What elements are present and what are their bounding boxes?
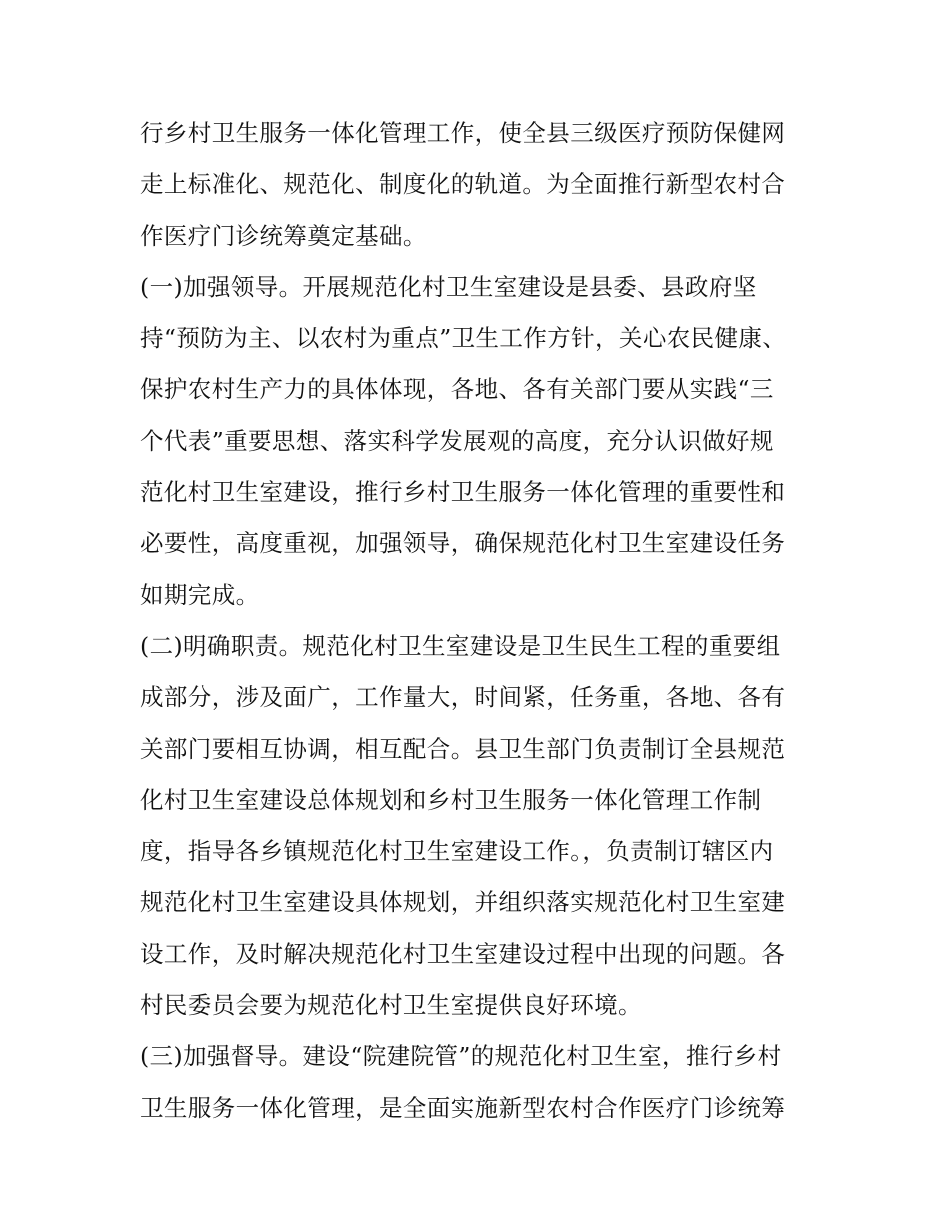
text-line-18: 村民委员会要为规范化村卫生室提供良好环境。 [140,991,642,1020]
text-line-17: 设工作，及时解决规范化村卫生室建设过程中出现的问题。各 [140,939,786,968]
text-line-11: (二)明确职责。规范化村卫生室建设是卫生民生工程的重要组 [140,631,781,660]
text-line-13: 关部门要相互协调，相互配合。县卫生部门负责制订全县规范 [140,734,786,763]
text-line-19: (三)加强督导。建设“院建院管”的规范化村卫生室，推行乡村 [140,1042,782,1071]
text-line-5: 持“预防为主、以农村为重点”卫生工作方针，关心农民健康、 [140,324,787,353]
text-line-4: (一)加强领导。开展规范化村卫生室建设是县委、县政府坚 [140,272,757,301]
text-line-14: 化村卫生室建设总体规划和乡村卫生服务一体化管理工作制 [140,785,762,814]
text-line-3: 作医疗门诊统筹奠定基础。 [140,221,427,250]
text-line-15: 度，指导各乡镇规范化村卫生室建设工作。，负责制订辖区内 [140,837,774,866]
text-line-9: 必要性，高度重视，加强领导，确保规范化村卫生室建设任务 [140,529,786,558]
text-line-7: 个代表”重要思想、落实科学发展观的高度，充分认识做好规 [140,426,774,455]
text-line-16: 规范化村卫生室建设具体规划，并组织落实规范化村卫生室建 [140,888,786,917]
text-line-6: 保护农村生产力的具体体现，各地、各有关部门要从实践“三 [140,375,774,404]
text-line-2: 走上标准化、规范化、制度化的轨道。为全面推行新型农村合 [140,170,786,199]
body-text [140,108,820,1134]
text-line-20: 卫生服务一体化管理，是全面实施新型农村合作医疗门诊统筹 [140,1093,786,1122]
text-line-12: 成部分，涉及面广，工作量大，时间紧，任务重，各地、各有 [140,683,786,712]
text-line-1: 行乡村卫生服务一体化管理工作，使全县三级医疗预防保健网 [140,119,786,147]
text-line-8: 范化村卫生室建设，推行乡村卫生服务一体化管理的重要性和 [140,478,786,507]
text-line-10: 如期完成。 [140,580,260,609]
